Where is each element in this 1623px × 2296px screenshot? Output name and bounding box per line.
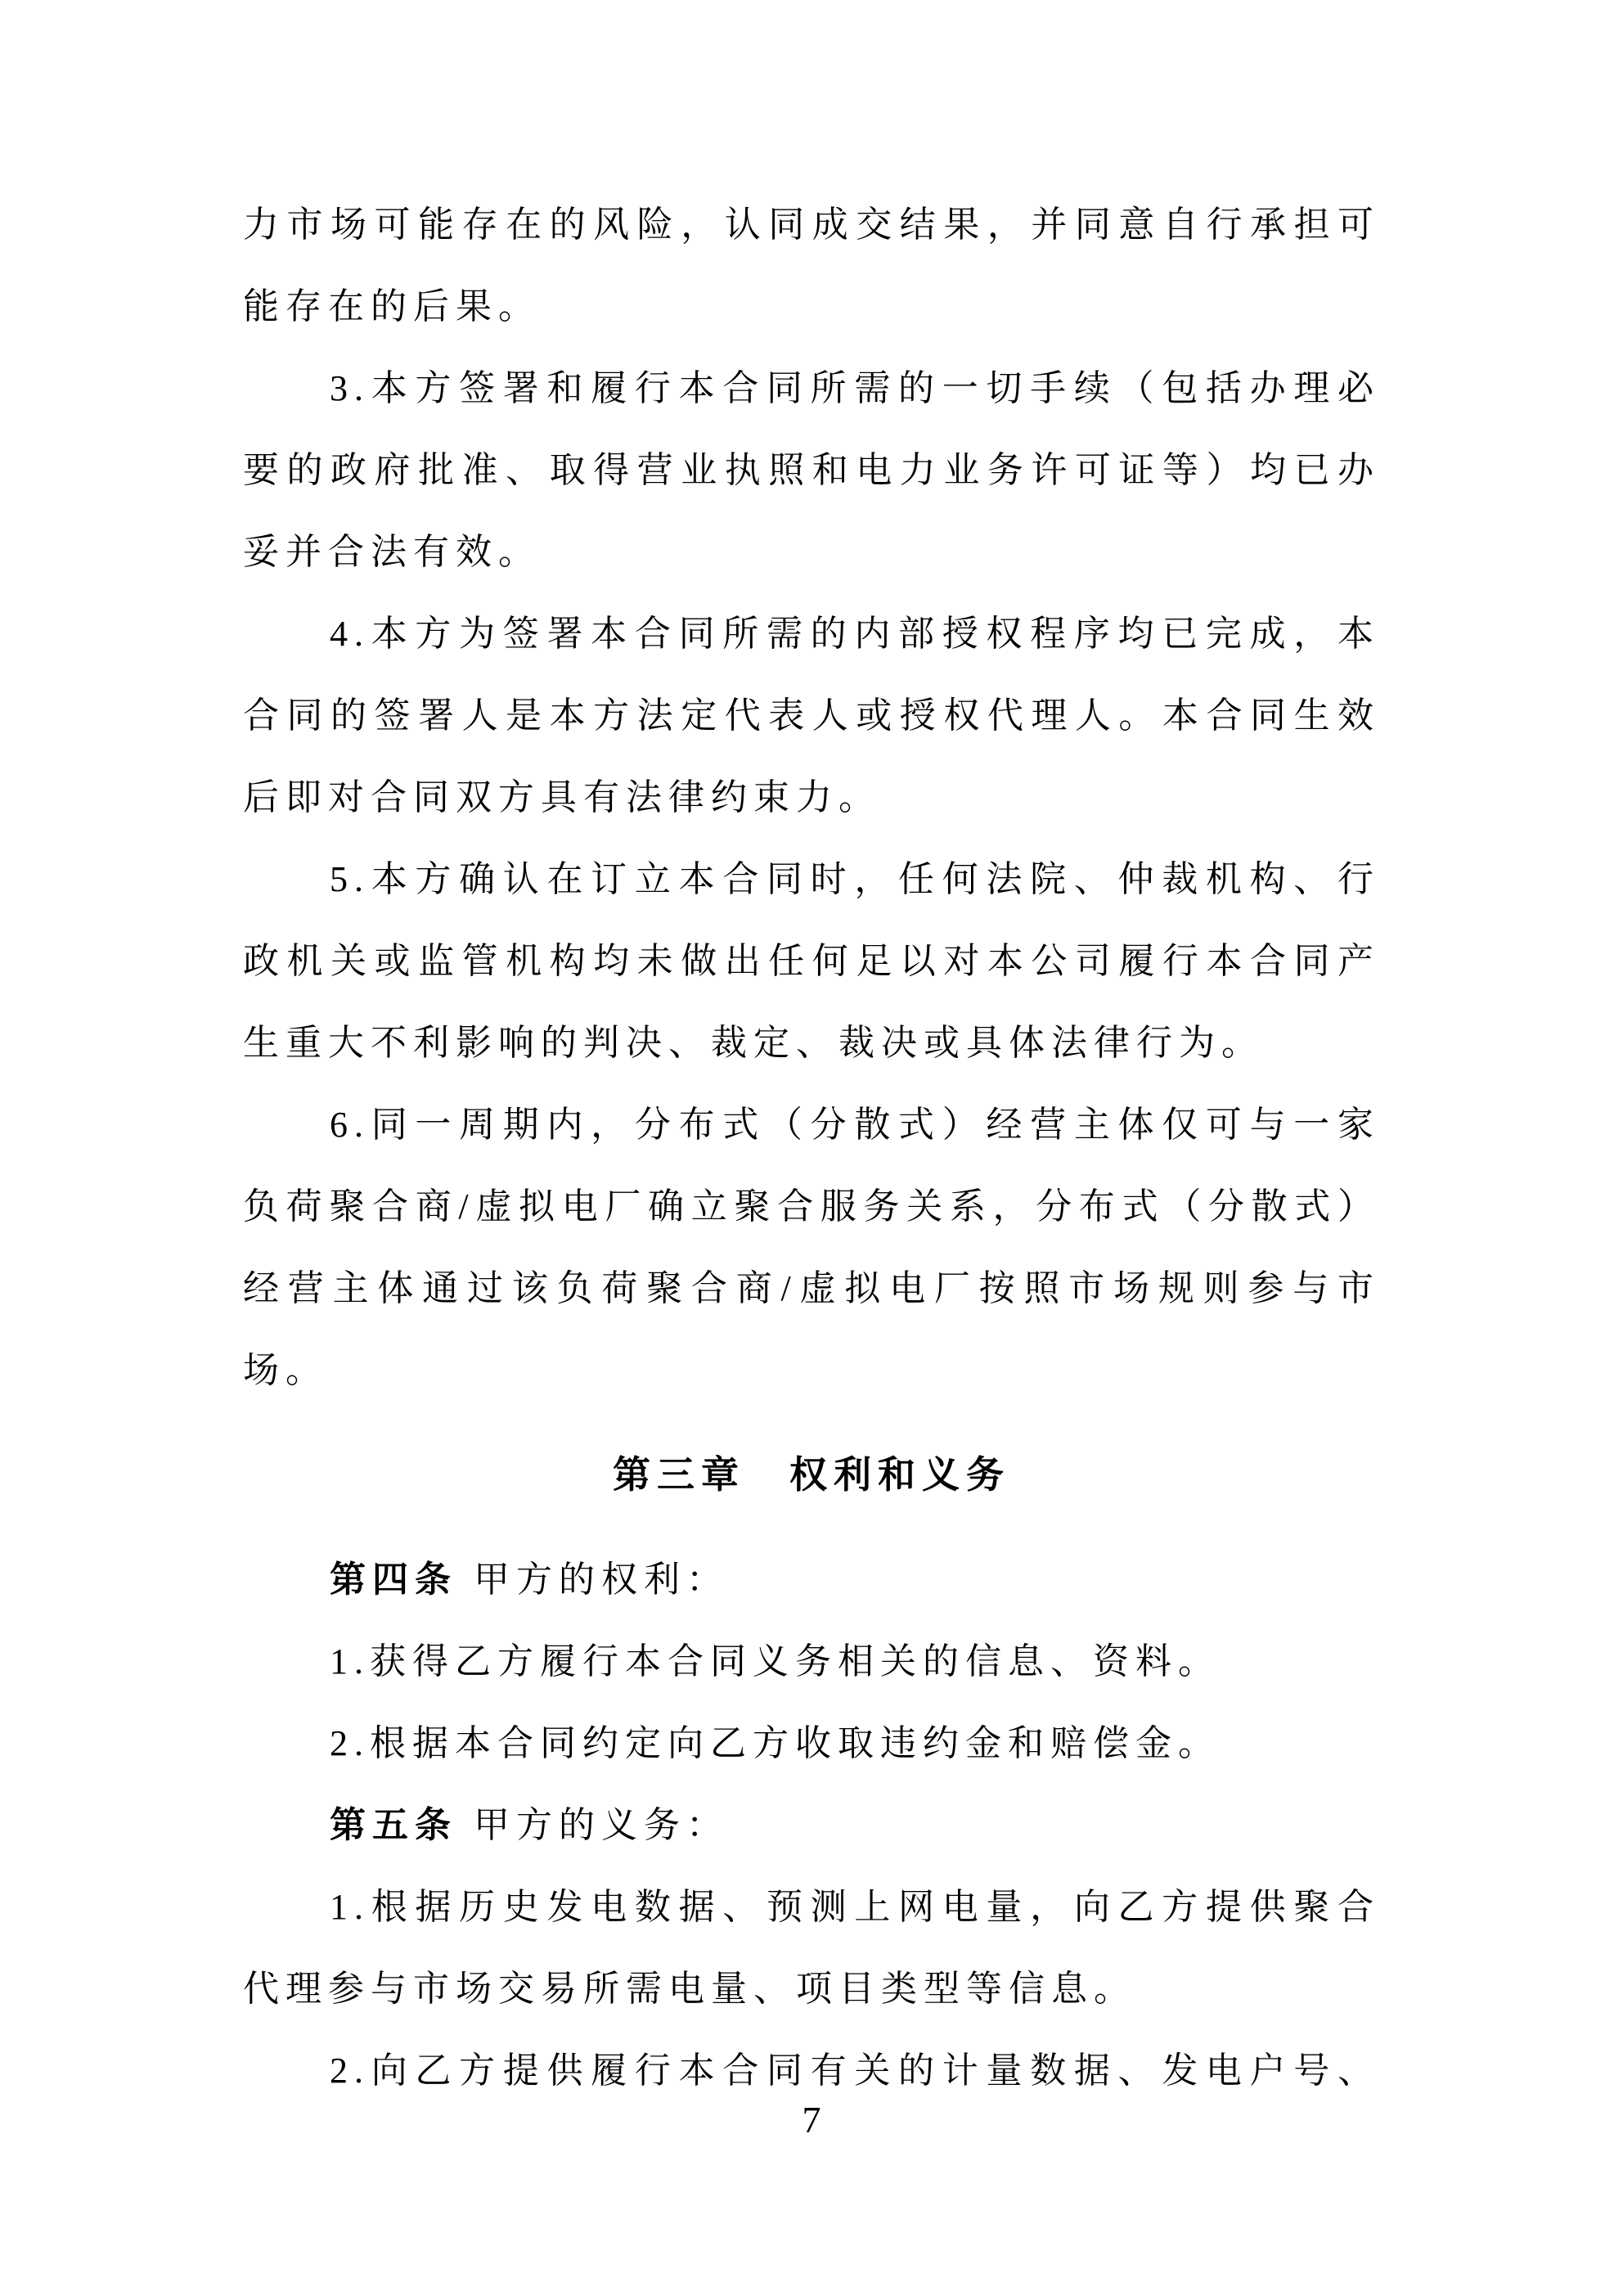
contract-line: 场。: [243, 1350, 328, 1390]
contract-line: 力市场可能存在的风险，认同成交结果，并同意自行承担可: [243, 205, 1380, 245]
contract-line: 合同的签署人是本方法定代表人或授权代理人。本合同生效: [243, 696, 1380, 736]
clause-title: 甲方的权利：: [474, 1560, 729, 1600]
contract-line: 后即对合同双方具有法律约束力。: [243, 777, 881, 817]
contract-line: 生重大不利影响的判决、裁定、裁决或具体法律行为。: [243, 1023, 1264, 1063]
chapter-heading: 第三章 权利和义务: [613, 1454, 1010, 1496]
contract-line: 代理参与市场交易所需电量、项目类型等信息。: [243, 1969, 1136, 2009]
contract-line: 能存在的后果。: [243, 286, 541, 326]
contract-body: [243, 184, 1380, 2112]
contract-line: 6.同一周期内，分布式（分散式）经营主体仅可与一家: [330, 1105, 1380, 1145]
contract-line: 1.获得乙方履行本合同义务相关的信息、资料。: [330, 1641, 1221, 1681]
clause-heading-line: [243, 1785, 1380, 1866]
clause-number: 第五条: [330, 1805, 457, 1845]
contract-line: 要的政府批准、取得营业执照和电力业务许可证等）均已办: [243, 450, 1380, 490]
contract-line: 1.根据历史发电数据、预测上网电量，向乙方提供聚合: [330, 1887, 1380, 1927]
contract-line: 2.根据本合同约定向乙方收取违约金和赔偿金。: [330, 1723, 1221, 1763]
contract-line: 妥并合法有效。: [243, 532, 541, 572]
contract-line: 政机关或监管机构均未做出任何足以对本公司履行本合同产: [243, 941, 1380, 981]
contract-line: 3.本方签署和履行本合同所需的一切手续（包括办理必: [330, 368, 1380, 408]
contract-line: 经营主体通过该负荷聚合商/虚拟电厂按照市场规则参与市: [243, 1268, 1380, 1308]
clause-title: 甲方的义务：: [474, 1805, 729, 1845]
clause-number: 第四条: [330, 1560, 457, 1600]
contract-line: 5.本方确认在订立本合同时，任何法院、仲裁机构、行: [330, 859, 1380, 899]
contract-line: 负荷聚合商/虚拟电厂确立聚合服务关系，分布式（分散式）: [243, 1186, 1380, 1227]
contract-line: 4.本方为签署本合同所需的内部授权程序均已完成，本: [330, 614, 1380, 654]
page-number: 7: [802, 2099, 821, 2141]
contract-line: 2.向乙方提供履行本合同有关的计量数据、发电户号、: [330, 2051, 1380, 2091]
clause-heading-line: [243, 1539, 1380, 1621]
